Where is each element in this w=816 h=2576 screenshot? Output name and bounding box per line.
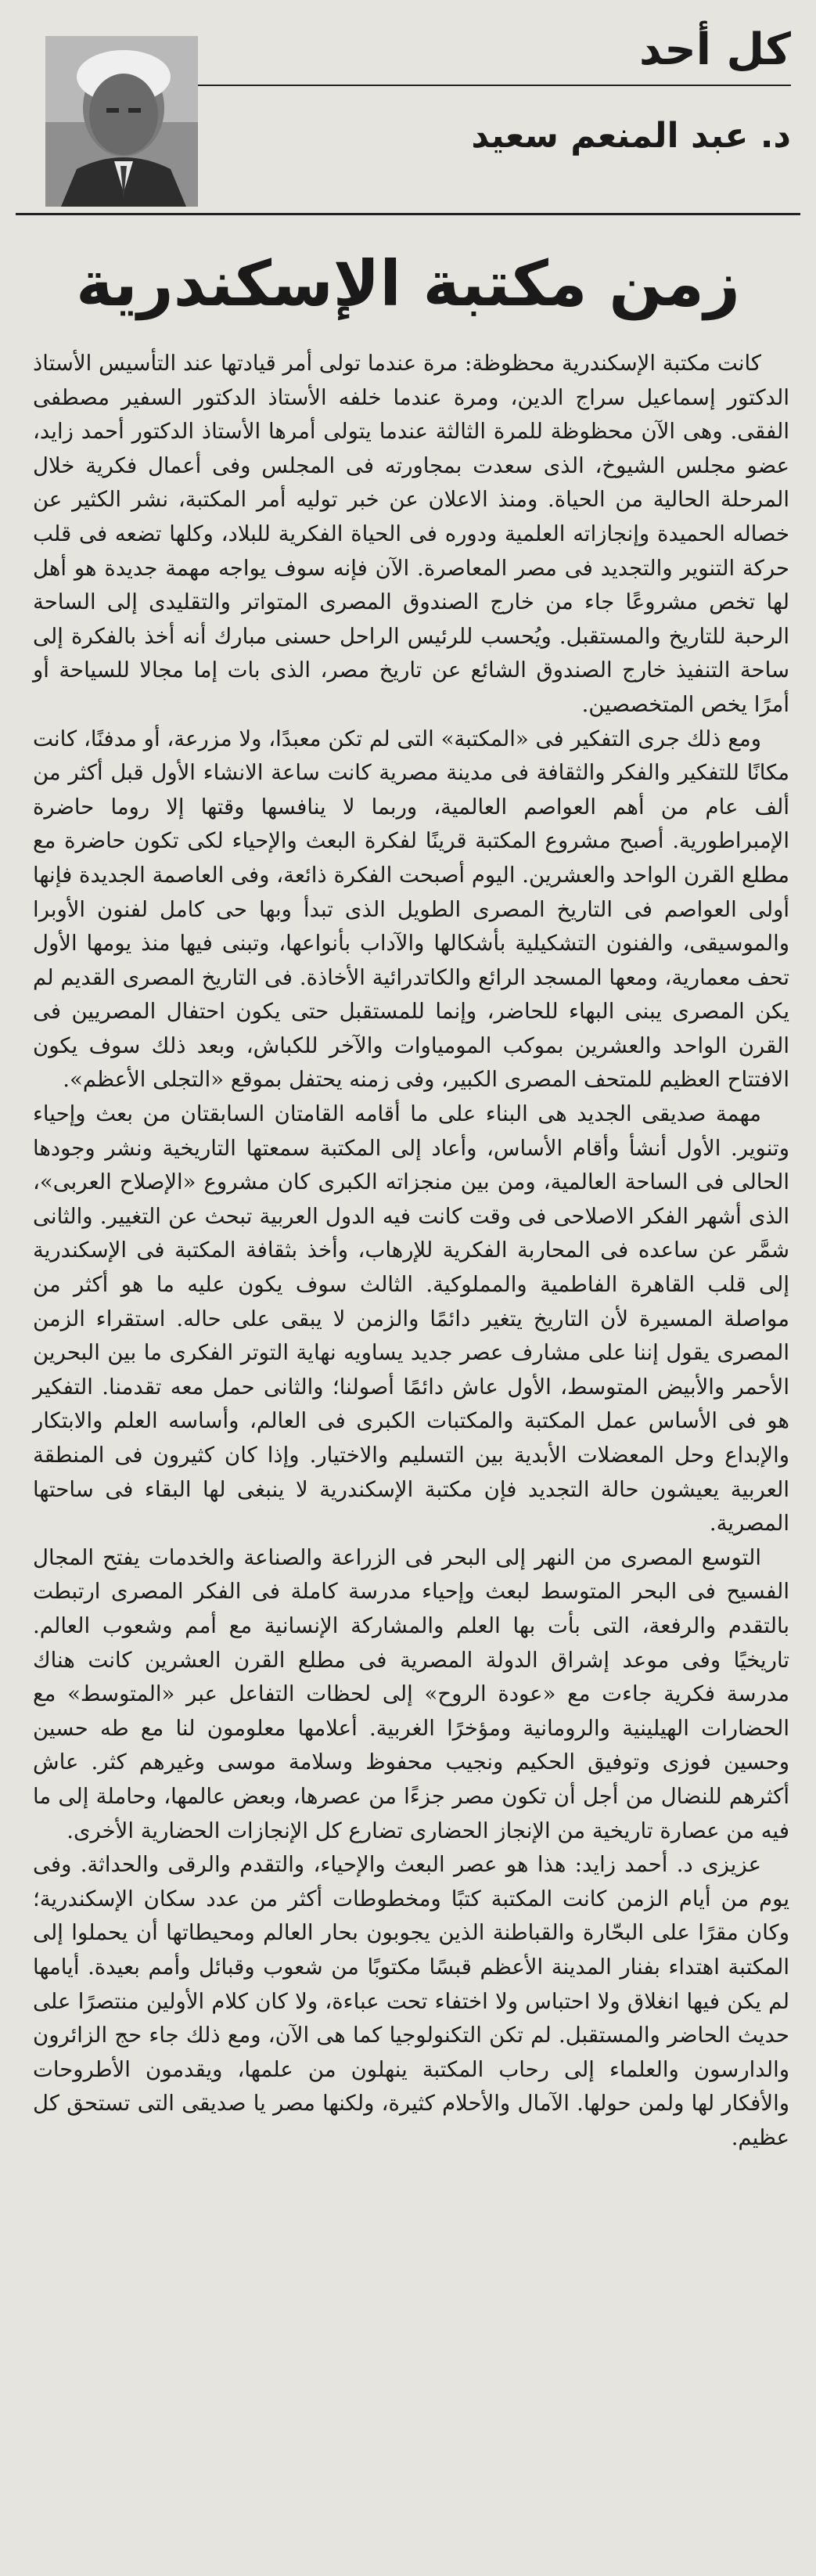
- article-body: [16, 347, 800, 2155]
- column-header: [16, 19, 800, 215]
- author-name: د. عبد المنعم سعيد: [471, 116, 791, 156]
- column-name: كل أحد: [118, 19, 791, 86]
- article-paragraph: التوسع المصرى من النهر إلى البحر فى الزراعة والصناعة والخدمات يفتح المجال الفسيح فى البحر المتوسط لبعث وإحياء مدرسة كاملة فى الفكر المصرى ارتبطت بالتقدم والرفعة، التى بأت بها العلم والمشاركة الإنسانية مع أمم وشعوب العالم. تاريخيًا وفى موعد إشراق الدولة المصرية فى مطلع القرن العشرين كانت هناك مدرسة فكرية جاءت مع «عودة الروح» إلى لحظات التفاعل عبر «المتوسط» مع الحضارات الهيلينية والرومانية ومؤخرًا الغربية. أعلامها معلومون لنا مع طه حسين وحسين فوزى وتوفيق الحكيم ونجيب محفوظ وسلامة موسى وغيرهم كثر. عاش أكثرهم للنضال من أجل أن تكون مصر جزءًا من عصرها، وبعض عالمها، وحاملة إلى ما فيه من عصارة تاريخية من الإنجاز الحضارى تضارع كل الإنجازات الحضارية الأخرى.: [33, 1544, 789, 1843]
- author-portrait-icon: [45, 36, 198, 207]
- article-paragraph: ومع ذلك جرى التفكير فى «المكتبة» التى لم تكن معبدًا، ولا مزرعة، أو مدفنًا، كانت مكانًا للتفكير والفكر والثقافة فى مدينة مصرية كانت ساعة الانشاء الأول قبل أكثر من ألف عام من أهم العواصم العالمية، وربما لا ينافسها وقتها إلا روما حاضرة الإمبراطورية. أصبح مشروع المكتبة قرينًا لفكرة البعث والإحياء لكى تكون حاضرة مع مطلع القرن الواحد والعشرين. اليوم أصبحت الفكرة ذائعة، وفى العاصمة الجديدة فإنها أولى العواصم فى التاريخ المصرى الطويل الذى تبدأ وبها حى كامل لفنون الأوبرا والموسيقى، والفنون التشكيلية بأشكالها والآداب بأنواعها، وتبنى فيها منذ يومها الأول تحف معمارية، ومعها المسجد الرائع والكاتدرائية الأخاذة. فى التاريخ المصرى القديم لم يكن المصرى يبنى البهاء للحاضر، وإنما للمستقبل حتى يكون احتفال المصريين فى القرن الواحد والعشرين بموكب المومياوات والآخر للكباش، وبعد ذلك سوف يكون الافتتاح العظيم للمتحف المصرى الكبير، وفى زمنه يحتفل بموقع «التجلى الأعظم».: [33, 726, 789, 1093]
- article-paragraph: كانت مكتبة الإسكندرية محظوظة: مرة عندما تولى أمر قيادتها عند التأسيس الأستاذ الدكتور إسماعيل سراج الدين، ومرة عندما خلفه الأستاذ الدكتور السفير مصطفى الفقى. وهى الآن محظوظة للمرة الثالثة عندما يتولى أمرها الأستاذ الدكتور أحمد زايد، عضو مجلس الشيوخ، الذى سعدت بمجاورته فى المجلس وفى أعمال فكرية خلال المرحلة الحالية من الحياة. ومنذ الاعلان عن خبر توليه أمر المكتبة، نشر الكثير عن خصاله الحميدة وإنجازاته العلمية ودوره فى الحياة الفكرية للبلاد، وكلها تضعه فى قلب حركة التنوير والتجديد فى مصر المعاصرة. الآن فإنه سوف يواجه مهمة جديدة هو أهل لها تخص مشروعًا جاء من خارج الصندوق المصرى المتواتر والتقليدى إلى الساحة الرحبة للتاريخ والمستقبل. ويُحسب للرئيس الراحل حسنى مبارك أنه أخذ بالفكرة إلى ساحة التنفيذ خارج الصندوق الشائع عن تاريخ مصر، الذى بات إما مجالا للسياحة أو أمرًا يخص المتخصصين.: [33, 351, 789, 717]
- article-paragraph: مهمة صديقى الجديد هى البناء على ما أقامه القامتان السابقتان من بعث وإحياء وتنوير. الأول أنشأ وأقام الأساس، وأعاد إلى المكتبة سمعتها التاريخية ونشر وجودها الحالى فى الساحة العالمية، ومن بين منجزاته الكبرى كان مشروع «الإصلاح العربى»، الذى أشهر الفكر الاصلاحى فى وقت كانت فيه الدول العربية تبحث عن التغيير. والثانى شمَّر عن ساعده فى المحاربة الفكرية للإرهاب، وأخذ بثقافة المكتبة فى الإسكندرية إلى قلب القاهرة الفاطمية والمملوكية. الثالث سوف يكون عليه ما هو أكثر من مواصلة المسيرة لأن التاريخ يتغير دائمًا والزمن لا يبقى على حاله. استقراء الزمن المصرى يقول إننا على مشارف عصر جديد يساويه نهاية التوتر الفكرى ما بين البحرين الأحمر والأبيض المتوسط، الأول عاش دائمًا أصولنا؛ والثانى حمل معه تقدمنا. التفكير هو فى الأساس عمل المكتبة والمكتبات الكبرى فى العالم، وأساسه العلم والابتكار والإبداع وحل المعضلات الأبدية بين التسليم والاختيار. وإذا كان كثيرون فى المنطقة العربية يعيشون حالة التجديد فإن مكتبة الإسكندرية لا ينبغى لها البقاء فى ساحتها المصرية.: [33, 1101, 789, 1537]
- article-title: زمن مكتبة الإسكندرية: [76, 247, 740, 320]
- article-paragraph: عزيزى د. أحمد زايد: هذا هو عصر البعث والإحياء، والتقدم والرقى والحداثة. وفى يوم من أيام الزمن كانت المكتبة كتبًا ومخطوطات أكثر من عدد سكان الإسكندرية؛ وكان مقرًا على البحّارة والقباطنة الذين يجوبون بحار العالم ومحيطاتها أن يحملوا إلى المكتبة اهتداء بفنار المدينة الأعظم قبسًا مكتوبًا من شعوب وقبائل وأمم بعيدة. أيامها لم يكن فيها انغلاق ولا احتباس ولا اختفاء تحت عباءة، ولا كان كلام الأولين منتصرًا على حديث الحاضر والمستقبل. لم تكن التكنولوجيا كما هى الآن، ومع ذلك جاء حج الزائرون والدارسون والعلماء إلى رحاب المكتبة ينهلون من علمها، ويقدمون الأطروحات والأفكار لها ولمن حولها. الآمال والأحلام كثيرة، ولكنها مصر يا صديقى التى تستحق كل عظيم.: [33, 1852, 789, 2150]
